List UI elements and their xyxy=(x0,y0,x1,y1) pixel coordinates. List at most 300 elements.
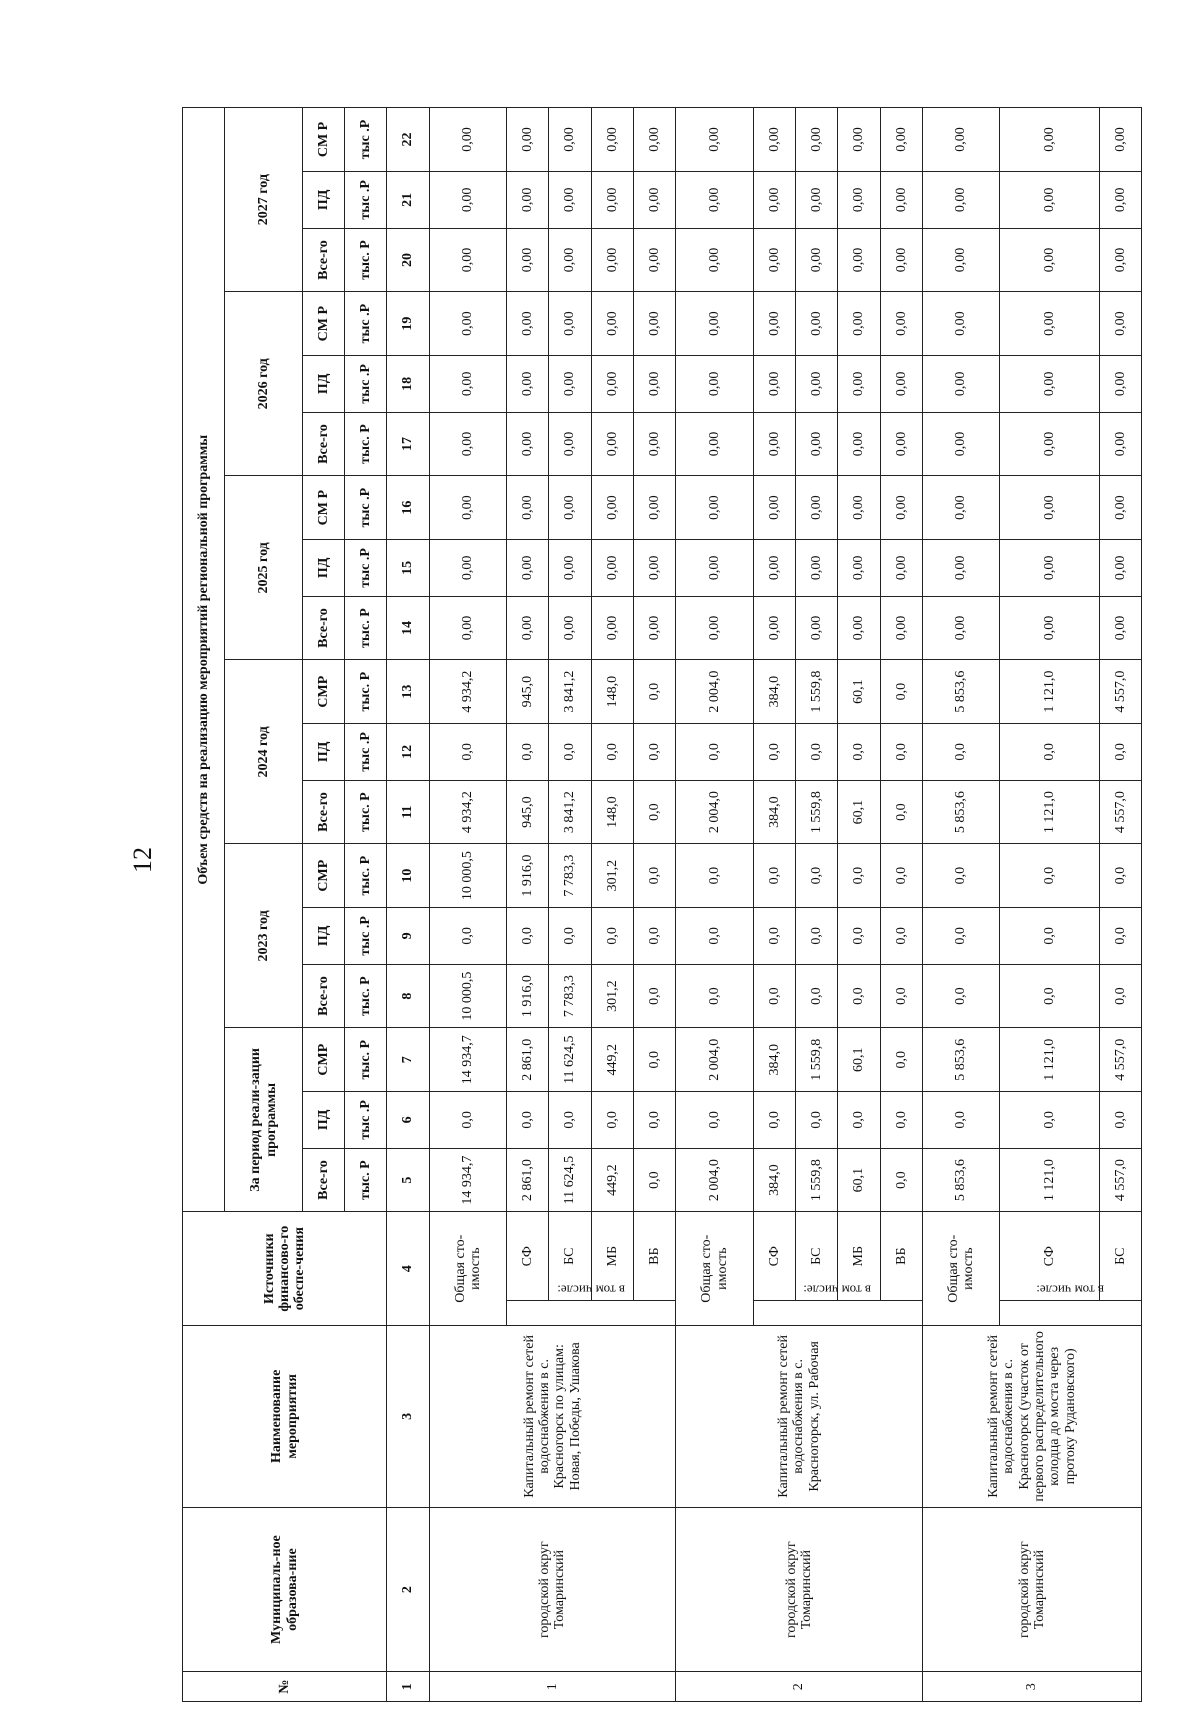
unit-0-1: тыс .Р xyxy=(345,1091,387,1148)
value-cell: 0,00 xyxy=(549,292,591,356)
value-cell: 0,00 xyxy=(429,228,507,292)
value-cell: 0,0 xyxy=(922,844,1000,908)
value-cell: 0,0 xyxy=(796,844,838,908)
subheader-2-1: ПД xyxy=(302,723,344,780)
value-cell: 148,0 xyxy=(591,660,633,724)
value-cell: 1 559,8 xyxy=(796,1148,838,1212)
value-cell: 4 934,2 xyxy=(429,780,507,844)
value-cell: 0,0 xyxy=(1000,723,1099,780)
value-cell: 0,00 xyxy=(429,355,507,412)
page-number: 12 xyxy=(128,847,157,873)
subheader-4-1: ПД xyxy=(302,355,344,412)
value-cell: 148,0 xyxy=(591,780,633,844)
value-cell: 0,0 xyxy=(880,1028,922,1092)
value-cell: 945,0 xyxy=(507,780,549,844)
value-cell: 0,00 xyxy=(676,596,754,660)
value-cell: 0,00 xyxy=(676,171,754,228)
header-event-name: Наименование мероприятия xyxy=(183,1325,387,1507)
value-cell: 0,0 xyxy=(753,723,795,780)
source-cell: СФ xyxy=(507,1212,549,1301)
value-cell: 0,00 xyxy=(1000,355,1099,412)
value-cell: 0,0 xyxy=(633,1028,675,1092)
table-row xyxy=(429,108,507,1702)
value-cell: 0,0 xyxy=(1000,907,1099,964)
value-cell: 0,00 xyxy=(591,292,633,356)
unit-5-0: тыс. Р xyxy=(345,228,387,292)
value-cell: 1 121,0 xyxy=(1000,660,1099,724)
value-cell: 0,0 xyxy=(838,723,880,780)
source-cell: БС xyxy=(549,1212,591,1301)
value-cell: 4 557,0 xyxy=(1099,1028,1141,1092)
subheader-3-1: ПД xyxy=(302,539,344,596)
header-volume: Объем средств на реализацию мероприятий региональной программы xyxy=(183,108,225,1212)
unit-1-0: тыс. Р xyxy=(345,964,387,1028)
value-cell: 0,0 xyxy=(507,907,549,964)
value-cell: 0,00 xyxy=(880,412,922,476)
value-cell: 1 916,0 xyxy=(507,964,549,1028)
value-cell: 0,00 xyxy=(880,292,922,356)
source-cell: МБ xyxy=(591,1212,633,1301)
value-cell: 0,00 xyxy=(676,228,754,292)
value-cell: 0,00 xyxy=(880,596,922,660)
value-cell: 0,00 xyxy=(753,412,795,476)
source-cell: ВБ xyxy=(633,1212,675,1301)
column-number: 18 xyxy=(387,355,429,412)
subheader-5-1: ПД xyxy=(302,171,344,228)
column-number: 5 xyxy=(387,1148,429,1212)
row-number: 3 xyxy=(922,1672,1141,1702)
value-cell: 0,0 xyxy=(753,844,795,908)
value-cell: 60,1 xyxy=(838,780,880,844)
value-cell: 1 121,0 xyxy=(1000,780,1099,844)
header-sources: Источники финансово-го обеспе-чения xyxy=(183,1212,387,1326)
value-cell: 0,00 xyxy=(753,292,795,356)
value-cell: 0,00 xyxy=(591,476,633,540)
subheader-2-0: Все-го xyxy=(302,780,344,844)
value-cell: 449,2 xyxy=(591,1148,633,1212)
value-cell: 0,00 xyxy=(633,355,675,412)
value-cell: 0,0 xyxy=(676,964,754,1028)
value-cell: 384,0 xyxy=(753,1028,795,1092)
column-number: 21 xyxy=(387,171,429,228)
value-cell: 0,0 xyxy=(753,1091,795,1148)
value-cell: 0,00 xyxy=(796,596,838,660)
value-cell: 0,00 xyxy=(1000,171,1099,228)
value-cell: 0,00 xyxy=(633,539,675,596)
column-number: 9 xyxy=(387,907,429,964)
value-cell: 0,00 xyxy=(676,476,754,540)
value-cell: 0,0 xyxy=(633,907,675,964)
value-cell: 0,00 xyxy=(838,355,880,412)
value-cell: 5 853,6 xyxy=(922,1148,1000,1212)
event-name-cell: Капитальный ремонт сетей водоснабжения в с. Красногорск (участок от первого распределительного колодца до моста через протоку Рудановского) xyxy=(922,1325,1141,1507)
value-cell: 2 004,0 xyxy=(676,1028,754,1092)
subheader-3-2: СМ Р xyxy=(302,476,344,540)
value-cell: 0,0 xyxy=(507,723,549,780)
value-cell: 0,00 xyxy=(1099,292,1141,356)
value-cell: 0,0 xyxy=(1000,844,1099,908)
value-cell: 0,0 xyxy=(838,907,880,964)
value-cell: 0,00 xyxy=(549,596,591,660)
value-cell: 0,00 xyxy=(922,292,1000,356)
value-cell: 0,0 xyxy=(880,660,922,724)
value-cell: 0,0 xyxy=(838,964,880,1028)
value-cell: 1 121,0 xyxy=(1000,1028,1099,1092)
subheader-1-1: ПД xyxy=(302,907,344,964)
value-cell: 0,00 xyxy=(507,108,549,172)
value-cell: 945,0 xyxy=(507,660,549,724)
value-cell: 449,2 xyxy=(591,1028,633,1092)
value-cell: 4 557,0 xyxy=(1099,1148,1141,1212)
value-cell: 0,0 xyxy=(922,723,1000,780)
header-row-1 xyxy=(183,108,225,1702)
value-cell: 0,00 xyxy=(591,412,633,476)
value-cell: 0,0 xyxy=(796,907,838,964)
value-cell: 0,00 xyxy=(1000,228,1099,292)
value-cell: 0,00 xyxy=(880,355,922,412)
value-cell: 0,00 xyxy=(1099,596,1141,660)
value-cell: 0,0 xyxy=(591,723,633,780)
unit-5-2: тыс .Р xyxy=(345,108,387,172)
header-period-2027: 2027 год xyxy=(225,108,303,292)
value-cell: 0,0 xyxy=(880,1148,922,1212)
row-number: 1 xyxy=(429,1672,676,1702)
column-number: 4 xyxy=(387,1212,429,1326)
value-cell: 2 861,0 xyxy=(507,1028,549,1092)
value-cell: 60,1 xyxy=(838,660,880,724)
value-cell: 0,00 xyxy=(880,539,922,596)
value-cell: 1 559,8 xyxy=(796,660,838,724)
value-cell: 0,0 xyxy=(676,1091,754,1148)
subheader-1-2: СМР xyxy=(302,844,344,908)
value-cell: 0,00 xyxy=(676,355,754,412)
unit-5-1: тыс .Р xyxy=(345,171,387,228)
value-cell: 11 624,5 xyxy=(549,1148,591,1212)
value-cell: 0,0 xyxy=(880,780,922,844)
value-cell: 0,00 xyxy=(922,412,1000,476)
subheader-5-0: Все-го xyxy=(302,228,344,292)
value-cell: 2 004,0 xyxy=(676,1148,754,1212)
column-number: 3 xyxy=(387,1325,429,1507)
value-cell: 0,00 xyxy=(507,292,549,356)
value-cell: 0,00 xyxy=(796,476,838,540)
column-number: 12 xyxy=(387,723,429,780)
value-cell: 0,0 xyxy=(633,1148,675,1212)
value-cell: 2 004,0 xyxy=(676,780,754,844)
value-cell: 0,00 xyxy=(549,476,591,540)
subheader-5-2: СМ Р xyxy=(302,108,344,172)
source-cell: Общая сто-имость xyxy=(429,1212,507,1326)
in-that-number-label xyxy=(753,1282,922,1326)
value-cell: 0,00 xyxy=(753,171,795,228)
value-cell: 301,2 xyxy=(591,844,633,908)
value-cell: 0,0 xyxy=(549,907,591,964)
header-period-program: За период реали-зации программы xyxy=(225,1028,303,1212)
value-cell: 0,0 xyxy=(796,964,838,1028)
value-cell: 0,00 xyxy=(880,108,922,172)
subheader-4-0: Все-го xyxy=(302,412,344,476)
value-cell: 0,00 xyxy=(922,108,1000,172)
table-body xyxy=(183,108,1142,1702)
value-cell: 0,00 xyxy=(922,539,1000,596)
value-cell: 0,00 xyxy=(507,412,549,476)
value-cell: 0,00 xyxy=(633,171,675,228)
value-cell: 4 934,2 xyxy=(429,660,507,724)
source-cell: БС xyxy=(1099,1212,1141,1301)
value-cell: 0,00 xyxy=(753,539,795,596)
value-cell: 0,00 xyxy=(591,171,633,228)
subheader-3-0: Все-го xyxy=(302,596,344,660)
value-cell: 0,00 xyxy=(591,539,633,596)
value-cell: 0,0 xyxy=(796,723,838,780)
value-cell: 3 841,2 xyxy=(549,660,591,724)
value-cell: 0,00 xyxy=(880,228,922,292)
value-cell: 384,0 xyxy=(753,1148,795,1212)
value-cell: 0,00 xyxy=(633,292,675,356)
column-number: 14 xyxy=(387,596,429,660)
value-cell: 0,00 xyxy=(1099,355,1141,412)
value-cell: 0,00 xyxy=(676,412,754,476)
header-municipality: Муниципаль-ное образова-ние xyxy=(183,1507,387,1672)
value-cell: 0,0 xyxy=(1099,907,1141,964)
value-cell: 0,0 xyxy=(922,1091,1000,1148)
value-cell: 0,00 xyxy=(1000,476,1099,540)
value-cell: 0,0 xyxy=(838,1091,880,1148)
column-number: 20 xyxy=(387,228,429,292)
value-cell: 0,0 xyxy=(1099,964,1141,1028)
value-cell: 0,00 xyxy=(507,596,549,660)
value-cell: 0,00 xyxy=(753,108,795,172)
value-cell: 0,00 xyxy=(796,355,838,412)
value-cell: 0,00 xyxy=(429,108,507,172)
value-cell: 4 557,0 xyxy=(1099,660,1141,724)
value-cell: 0,0 xyxy=(633,660,675,724)
value-cell: 0,00 xyxy=(429,292,507,356)
value-cell: 0,00 xyxy=(753,228,795,292)
unit-3-0: тыс. Р xyxy=(345,596,387,660)
value-cell: 0,00 xyxy=(838,476,880,540)
value-cell: 0,00 xyxy=(1099,539,1141,596)
value-cell: 0,0 xyxy=(880,723,922,780)
value-cell: 0,00 xyxy=(880,171,922,228)
value-cell: 0,0 xyxy=(838,844,880,908)
value-cell: 0,00 xyxy=(549,171,591,228)
value-cell: 1 916,0 xyxy=(507,844,549,908)
value-cell: 0,00 xyxy=(549,539,591,596)
value-cell: 0,0 xyxy=(633,723,675,780)
value-cell: 0,0 xyxy=(1000,964,1099,1028)
value-cell: 0,00 xyxy=(838,171,880,228)
column-number: 8 xyxy=(387,964,429,1028)
value-cell: 0,00 xyxy=(549,412,591,476)
value-cell: 60,1 xyxy=(838,1148,880,1212)
source-cell: МБ xyxy=(838,1212,880,1301)
value-cell: 0,00 xyxy=(429,596,507,660)
column-number: 19 xyxy=(387,292,429,356)
value-cell: 0,0 xyxy=(880,964,922,1028)
value-cell: 301,2 xyxy=(591,964,633,1028)
source-cell: СФ xyxy=(1000,1212,1099,1301)
value-cell: 60,1 xyxy=(838,1028,880,1092)
value-cell: 0,00 xyxy=(880,476,922,540)
header-period-2025: 2025 год xyxy=(225,476,303,660)
value-cell: 0,00 xyxy=(429,171,507,228)
in-that-number-text: в том числе: xyxy=(556,1282,625,1298)
value-cell: 0,00 xyxy=(1099,108,1141,172)
subheader-0-0: Все-го xyxy=(302,1148,344,1212)
subheader-2-2: СМР xyxy=(302,660,344,724)
value-cell: 0,00 xyxy=(549,355,591,412)
value-cell: 0,0 xyxy=(429,1091,507,1148)
value-cell: 0,00 xyxy=(507,476,549,540)
value-cell: 0,0 xyxy=(633,964,675,1028)
value-cell: 0,0 xyxy=(549,1091,591,1148)
value-cell: 0,00 xyxy=(1099,171,1141,228)
value-cell: 0,00 xyxy=(676,292,754,356)
value-cell: 384,0 xyxy=(753,660,795,724)
value-cell: 0,0 xyxy=(676,723,754,780)
column-number: 15 xyxy=(387,539,429,596)
value-cell: 0,0 xyxy=(633,844,675,908)
column-number: 10 xyxy=(387,844,429,908)
unit-2-0: тыс. Р xyxy=(345,780,387,844)
value-cell: 0,00 xyxy=(429,539,507,596)
value-cell: 0,0 xyxy=(922,907,1000,964)
value-cell: 0,0 xyxy=(429,723,507,780)
value-cell: 0,00 xyxy=(1099,412,1141,476)
column-number: 11 xyxy=(387,780,429,844)
value-cell: 0,0 xyxy=(1099,723,1141,780)
source-cell: Общая сто-имость xyxy=(676,1212,754,1326)
value-cell: 0,00 xyxy=(838,228,880,292)
value-cell: 384,0 xyxy=(753,780,795,844)
value-cell: 10 000,5 xyxy=(429,844,507,908)
unit-2-1: тыс .Р xyxy=(345,723,387,780)
value-cell: 0,00 xyxy=(549,108,591,172)
value-cell: 0,0 xyxy=(676,907,754,964)
value-cell: 0,00 xyxy=(796,108,838,172)
value-cell: 0,0 xyxy=(796,1091,838,1148)
table-row xyxy=(676,108,754,1702)
value-cell: 1 121,0 xyxy=(1000,1148,1099,1212)
column-number: 13 xyxy=(387,660,429,724)
value-cell: 0,00 xyxy=(1000,596,1099,660)
unit-0-0: тыс. Р xyxy=(345,1148,387,1212)
value-cell: 0,0 xyxy=(676,844,754,908)
value-cell: 0,00 xyxy=(796,228,838,292)
value-cell: 0,00 xyxy=(633,476,675,540)
value-cell: 0,0 xyxy=(1099,844,1141,908)
header-no: № xyxy=(183,1672,387,1702)
subheader-4-2: СМ Р xyxy=(302,292,344,356)
value-cell: 0,00 xyxy=(838,108,880,172)
value-cell: 2 861,0 xyxy=(507,1148,549,1212)
value-cell: 0,0 xyxy=(633,1091,675,1148)
value-cell: 0,00 xyxy=(1000,292,1099,356)
value-cell: 0,00 xyxy=(922,228,1000,292)
source-cell: Общая сто-имость xyxy=(922,1212,1000,1326)
value-cell: 0,00 xyxy=(507,355,549,412)
unit-4-2: тыс .Р xyxy=(345,292,387,356)
value-cell: 0,00 xyxy=(796,412,838,476)
value-cell: 0,00 xyxy=(429,412,507,476)
value-cell: 0,0 xyxy=(591,907,633,964)
value-cell: 0,00 xyxy=(1000,412,1099,476)
subheader-1-0: Все-го xyxy=(302,964,344,1028)
value-cell: 0,0 xyxy=(880,907,922,964)
value-cell: 0,00 xyxy=(591,108,633,172)
value-cell: 0,00 xyxy=(796,292,838,356)
column-number: 7 xyxy=(387,1028,429,1092)
column-number: 1 xyxy=(387,1672,429,1702)
row-number: 2 xyxy=(676,1672,923,1702)
unit-3-1: тыс .Р xyxy=(345,539,387,596)
value-cell: 0,00 xyxy=(838,596,880,660)
event-name-cell: Капитальный ремонт сетей водоснабжения в с. Красногорск, ул. Рабочая xyxy=(676,1325,923,1507)
unit-3-2: тыс .Р xyxy=(345,476,387,540)
value-cell: 0,00 xyxy=(1099,228,1141,292)
value-cell: 0,00 xyxy=(549,228,591,292)
value-cell: 7 783,3 xyxy=(549,964,591,1028)
value-cell: 0,00 xyxy=(591,596,633,660)
value-cell: 0,00 xyxy=(1099,476,1141,540)
value-cell: 10 000,5 xyxy=(429,964,507,1028)
value-cell: 1 559,8 xyxy=(796,1028,838,1092)
value-cell: 3 841,2 xyxy=(549,780,591,844)
in-that-number-text: в том числе: xyxy=(803,1282,872,1298)
source-cell: ВБ xyxy=(880,1212,922,1301)
value-cell: 11 624,5 xyxy=(549,1028,591,1092)
value-cell: 0,0 xyxy=(429,907,507,964)
in-that-number-label xyxy=(507,1282,676,1326)
header-period-2026: 2026 год xyxy=(225,292,303,476)
value-cell: 0,00 xyxy=(1000,539,1099,596)
value-cell: 0,00 xyxy=(676,539,754,596)
value-cell: 5 853,6 xyxy=(922,1028,1000,1092)
value-cell: 0,0 xyxy=(753,964,795,1028)
table-row xyxy=(922,108,1000,1702)
value-cell: 0,00 xyxy=(1000,108,1099,172)
value-cell: 0,00 xyxy=(922,476,1000,540)
value-cell: 0,00 xyxy=(922,596,1000,660)
subheader-0-1: ПД xyxy=(302,1091,344,1148)
unit-4-1: тыс .Р xyxy=(345,355,387,412)
in-that-number-text: в том числе: xyxy=(1036,1282,1105,1298)
value-cell: 0,0 xyxy=(591,1091,633,1148)
event-name-cell: Капитальный ремонт сетей водоснабжения в с. Красногорск по улицам: Новая, Победы, Ушакова xyxy=(429,1325,676,1507)
value-cell: 0,00 xyxy=(429,476,507,540)
header-period-2024: 2024 год xyxy=(225,660,303,844)
in-that-number-label xyxy=(1000,1282,1142,1326)
value-cell: 7 783,3 xyxy=(549,844,591,908)
funding-table xyxy=(182,107,1142,1702)
column-number: 6 xyxy=(387,1091,429,1148)
value-cell: 0,00 xyxy=(838,539,880,596)
column-number: 2 xyxy=(387,1507,429,1672)
unit-2-2: тыс. Р xyxy=(345,660,387,724)
value-cell: 0,0 xyxy=(753,907,795,964)
value-cell: 0,0 xyxy=(880,844,922,908)
value-cell: 0,00 xyxy=(753,355,795,412)
value-cell: 0,00 xyxy=(838,412,880,476)
column-number: 22 xyxy=(387,108,429,172)
value-cell: 0,00 xyxy=(922,171,1000,228)
unit-4-0: тыс. Р xyxy=(345,412,387,476)
value-cell: 0,00 xyxy=(633,412,675,476)
column-number: 16 xyxy=(387,476,429,540)
municipality-cell: городской округ Томаринский xyxy=(922,1507,1141,1672)
value-cell: 0,0 xyxy=(507,1091,549,1148)
